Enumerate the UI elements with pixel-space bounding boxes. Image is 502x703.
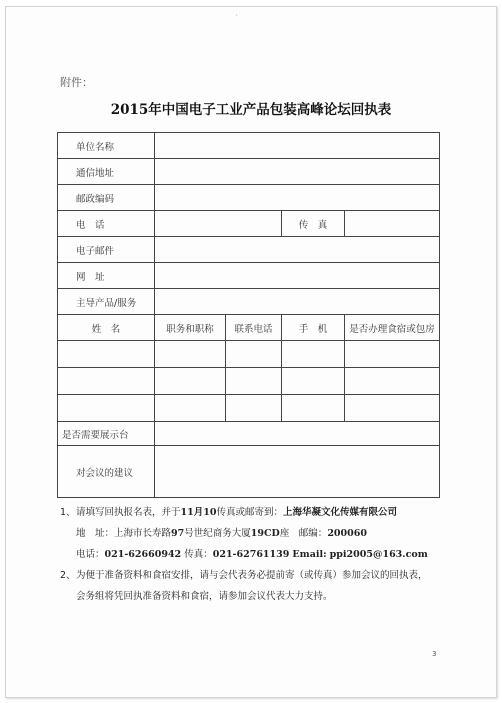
attendee-mobile-cell[interactable] — [282, 368, 345, 395]
label-email: 电子邮件 — [58, 237, 155, 263]
label-org-name: 单位名称 — [58, 133, 155, 159]
note-number: 2、 — [60, 570, 76, 581]
attendee-row — [58, 341, 440, 368]
field-email[interactable] — [155, 237, 440, 263]
form-row-website — [58, 263, 440, 289]
form-row-postcode — [58, 185, 440, 211]
tel-value: 021-62660942 — [104, 549, 182, 560]
note-1-line-1: 1、请填写回执报名表，并于11月10传真或邮寄到：上海华凝文化传媒有限公司 — [60, 502, 460, 523]
field-fax[interactable] — [345, 211, 440, 237]
attendee-phone-cell[interactable] — [226, 395, 282, 422]
field-address[interactable] — [155, 159, 440, 185]
attachment-label: 附件： — [60, 76, 93, 89]
form-row-email — [58, 237, 440, 263]
label-suggestions: 对会议的建议 — [58, 446, 155, 498]
page-number: 3 — [432, 650, 437, 658]
form-row-exhibition — [58, 422, 440, 446]
attendee-accommodation-cell[interactable] — [345, 368, 440, 395]
column-header-position: 职务和职称 — [155, 315, 226, 341]
attendee-name-cell[interactable] — [58, 368, 155, 395]
note-1-contact: 电话：021-62660942 传真：021-62761139 Email: ppi2005@163.com — [76, 549, 428, 560]
label-phone: 电 话 — [58, 211, 155, 237]
attendee-position-cell[interactable] — [155, 368, 226, 395]
attendee-name-cell[interactable] — [58, 395, 155, 422]
reply-form-table — [57, 132, 440, 498]
column-header-mobile: 手 机 — [282, 315, 345, 341]
attendee-accommodation-cell[interactable] — [345, 395, 440, 422]
attendee-mobile-cell[interactable] — [282, 341, 345, 368]
label-main-products: 主导产品/服务 — [58, 289, 155, 315]
email-link[interactable]: ppi2005@163.com — [329, 549, 428, 560]
fax-value: 021-62761139 — [212, 549, 290, 560]
column-header-name: 姓 名 — [58, 315, 155, 341]
attendee-header-row — [58, 315, 440, 341]
form-row-phone-fax — [58, 211, 440, 237]
column-header-accommodation: 是否办理食宿或包房 — [345, 315, 440, 341]
attendee-name-cell[interactable] — [58, 341, 155, 368]
field-exhibition[interactable] — [155, 422, 440, 446]
field-suggestions[interactable] — [155, 446, 440, 498]
label-website: 网 址 — [58, 263, 155, 289]
field-phone[interactable] — [155, 211, 282, 237]
postcode-value: 200060 — [327, 528, 367, 539]
label-postcode: 邮政编码 — [58, 185, 155, 211]
field-main-products[interactable] — [155, 289, 440, 315]
form-row-address — [58, 159, 440, 185]
attendee-phone-cell[interactable] — [226, 368, 282, 395]
note-2-line-2: 会务组将凭回执准备资料和食宿，请参加会议代表大力支持。 — [76, 591, 333, 602]
notes-section — [60, 502, 460, 607]
form-row-suggestions — [58, 446, 440, 498]
attendee-row — [58, 368, 440, 395]
attendee-phone-cell[interactable] — [226, 341, 282, 368]
company-name: 上海华凝文化传媒有限公司 — [282, 507, 397, 518]
attendee-accommodation-cell[interactable] — [345, 341, 440, 368]
page-title: 2015年中国电子工业产品包装高峰论坛回执表 — [110, 102, 392, 118]
label-exhibition: 是否需要展示台 — [58, 422, 155, 446]
attendee-row — [58, 395, 440, 422]
note-2-line-1: 2、为便于准备资料和食宿安排，请与会代表务必提前寄（或传真）参加会议的回执表， — [60, 565, 460, 586]
field-postcode[interactable] — [155, 185, 440, 211]
attendee-position-cell[interactable] — [155, 395, 226, 422]
note-1-address: 地 址：上海市长寿路97号世纪商务大厦19CD座 邮编：200060 — [76, 528, 367, 539]
scan-mark: ' — [236, 14, 238, 21]
attendee-position-cell[interactable] — [155, 341, 226, 368]
label-address: 通信地址 — [58, 159, 155, 185]
note-number: 1、 — [60, 507, 76, 518]
column-header-contact-phone: 联系电话 — [226, 315, 282, 341]
form-row-org-name — [58, 133, 440, 159]
field-website[interactable] — [155, 263, 440, 289]
form-row-main-products — [58, 289, 440, 315]
attendee-mobile-cell[interactable] — [282, 395, 345, 422]
label-fax: 传 真 — [282, 211, 345, 237]
field-org-name[interactable] — [155, 133, 440, 159]
